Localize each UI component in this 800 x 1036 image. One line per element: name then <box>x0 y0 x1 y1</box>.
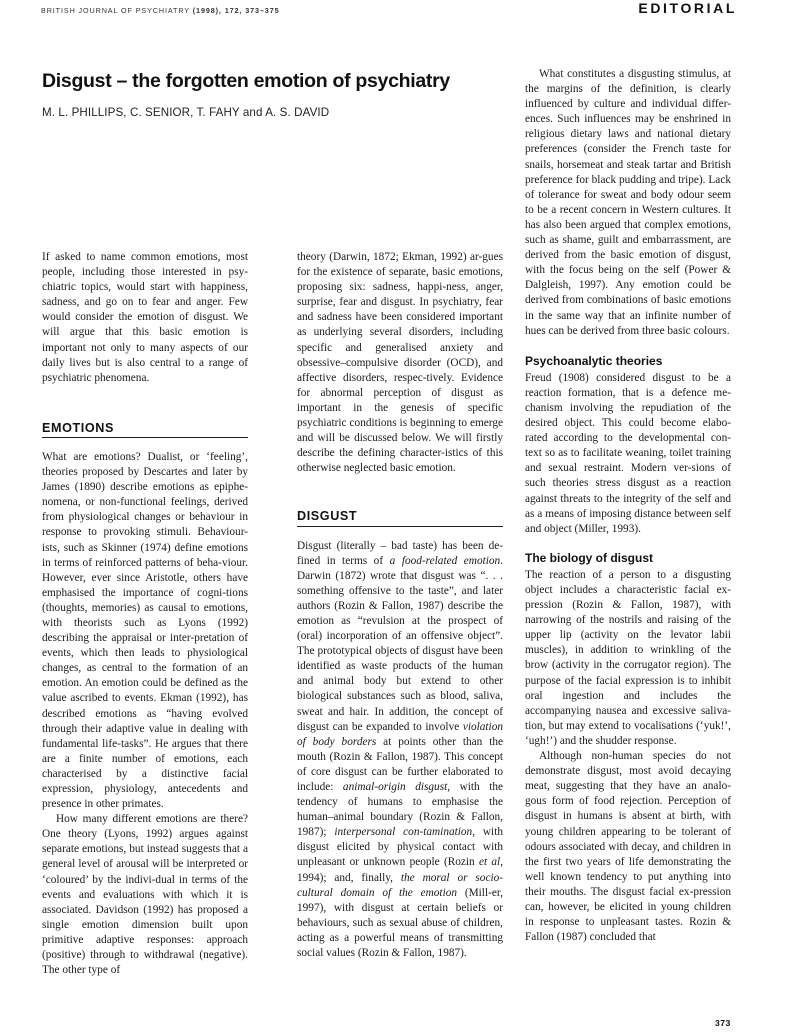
disgust-paragraph-2: What constitutes a disgusting stimulus, at the margins of the definition, is clearly influenced by culture and individual differ-ences. Such influences may be enshrined in religious dietary laws and national dietary preferences (consider the French taste for snails, horsemeat and steak tartar and British preference for black pudding and tripe). Lack of tolerance for sweat and body odour seem to be a recent concern in Western cultures. It has also been argued that complex emotions, such as shame, guilt and embarrassment, are derived from the basic emotion of disgust, with the focus being on the self (Power & Dalgleish, 1997). Any emotion could be derived from combinations of basic emotions in the same way that an infinite number of hues can be derived from three basic colours. <box>525 68 731 337</box>
text-run: . Darwin (1872) wrote that disgust was “. . . something offensive to the taste”, and later authors (Rozin & Fallon, 1987) describe the emotion as “revulsion at the prospect of (oral) incorporation of an offensive object”. The prototypical objects of disgust have been identified as waste products of the human and animal body but extend to other biological substances such as blood, saliva, sweat and hair. In addition, the concept of disgust can be expanded to involve <box>297 554 503 733</box>
emotions-paragraph-2: How many different emotions are there? One theory (Lyons, 1992) argues against separate emotions, but instead suggests that a general level of arousal will be interpreted or ‘coloured’ by the indivi-dual in terms of the events and evaluations with which it is associated. Davidson (1992) has proposed a single emotion dimension built upon primitive adaptive responses: approach (positive) through to withdrawal (negative). The other type of <box>42 813 248 977</box>
journal-year: (1998), <box>192 6 222 15</box>
column-1 <box>42 250 248 978</box>
text-run: , 1994); and, finally, <box>297 856 504 884</box>
section-heading-disgust: DISGUST <box>297 509 503 526</box>
italic-term-moral-domain: the moral or socio-cultural domain of the emotion <box>297 871 504 899</box>
author-list: M. L. PHILLIPS, C. SENIOR, T. FAHY and A. S. DAVID <box>42 106 330 119</box>
biology-paragraph-2: Although non-human species do not demonstrate disgust, most avoid decaying meat, suggesting that they have an analo-gous form of food rejection. Perception of disgust in humans is absent at birth, with young children appearing to be tolerant of odours associated with decay, and children in the first two years of life demonstrating the well known tendency to put anything into their mouths. The disgust facial ex-pression can, however, be elicited in young children in response to unpleasant tastes. Rozin & Fallon (1987) concluded that <box>525 750 731 944</box>
journal-volume-pages: 172, 373–375 <box>224 6 280 15</box>
running-head <box>41 6 280 15</box>
italic-term-food-related-emotion: a food-related emotion <box>389 554 501 567</box>
column-3 <box>525 67 731 945</box>
subheading-psychoanalytic-theories: Psychoanalytic theories <box>525 353 663 368</box>
italic-term-interpersonal-contamination: interpersonal con-tamination <box>334 826 473 839</box>
biology-paragraph-1: The reaction of a person to a disgusting object includes a characteristic facial ex-pression (Rozin & Fallon, 1987), with narrowing of the nostrils and raising of the upper lip (activity on the levator labii muscles), in addition to wrinkling of the brow (activity in the corrugator region). The purpose of the facial expression is to inhibit oral ingestion and includes the accompanying nausea and excessive saliva-tion, but may extend to vocalisations (‘yuk!’, ‘ugh!’) and the shudder response. <box>525 568 731 747</box>
text-run: , with the tendency of humans to emphasise the human–animal boundary (Rozin & Fallon, 1987); <box>297 781 503 839</box>
psychoanalytic-paragraph: Freud (1908) considered disgust to be a reaction formation, that is a defence me-chanism involving the repudiation of the desired object. This could become elabo-rated according to the developmental con-text so as to facilitate weaning, toilet training and sexual restraint. Modern ver-sions of such theories stress disgust as a reaction against threats to the integrity of the self and as a means of imposing distance between self and object (Miller, 1993). <box>525 371 731 535</box>
emotions-paragraph-3: theory (Darwin, 1872; Ekman, 1992) ar-gues for the existence of separate, basic emotions, proposing six: sadness, happi-ness, anger, surprise, fear and disgust. In psychiatry, fear and sadness have been considered important as underlying several disorders, including specific and generalised anxiety and obsessive–compulsive disorder (OCD), and affective disorders, respec-tively. Evidence for abnormal perception of disgust as important in the genesis of specific psychiatric conditions is beginning to emerge and will be discussed below. We will firstly describe the defining character-istics of this otherwise neglected basic emotion. <box>297 251 503 475</box>
journal-name: BRITISH JOURNAL OF PSYCHIATRY <box>41 6 190 15</box>
subheading-biology-of-disgust: The biology of disgust <box>525 550 653 565</box>
section-label: EDITORIAL <box>638 0 737 16</box>
text-run: (Mill-er, 1997), with disgust at certain beliefs or behaviours, such as sexual abuse of children, acting as a powerful means of transmitting social values (Rozin & Fallon, 1987). <box>297 886 503 960</box>
italic-term-violation-of-body-borders: violation of body borders <box>297 720 503 748</box>
text-run: Disgust (literally – bad taste) has been de-fined in terms of <box>297 539 503 567</box>
column-2 <box>297 250 503 961</box>
italic-et-al: et al <box>478 856 501 869</box>
text-run: at points other than the mouth (Rozin & Fallon, 1987). This concept of core disgust can be further elaborated to include: <box>297 735 504 793</box>
italic-term-animal-origin-disgust: animal-origin disgust <box>342 781 448 793</box>
text-run: , with disgust elicited by physical contact with unpleasant or unknown people (Rozin <box>297 826 503 869</box>
disgust-paragraph-1 <box>297 539 503 962</box>
section-heading-emotions: EMOTIONS <box>42 421 248 438</box>
page-number: 373 <box>715 1018 731 1028</box>
emotions-paragraph-1: What are emotions? Dualist, or ‘feeling’, theories proposed by Descartes and later by James (1890) describe emotions as epiphe-nomena, or non-functional feelings, derived from physiological changes or behaviour in response to provoking stimuli. Behaviour-ists, such as Skinner (1974) define emotions in terms of reinforced patterns of beha-viour. However, ever since Aristotle, others have emphasised the importance of cogni-tions (thoughts, memories) as causal to emotions, with theorists such as Lyons (1992) describing the appraisal or inter-pretation of events, which then leads to physiological changes, as central to the formation of an emotion. An emotion could be defined as the value ascribed to events. Ekman (1992), has described emotions as “having evolved through their adaptive value in dealing with fundamental life-tasks”. He argues that there are a finite number of emotions, each characterised by a distinctive facial expression, physiology, antecedents and presence in other primates. <box>42 450 248 811</box>
article-title: Disgust – the forgotten emotion of psychiatry <box>42 70 450 92</box>
intro-paragraph: If asked to name common emotions, most people, including those interested in psy-chiatric topics, would start with happiness, sadness, and go on to fear and anger. Few would consider the emotion of disgust. We will argue that this basic emotion is important not only to many aspects of our daily lives but is also central to a range of psychiatric phenomena. <box>42 251 248 384</box>
